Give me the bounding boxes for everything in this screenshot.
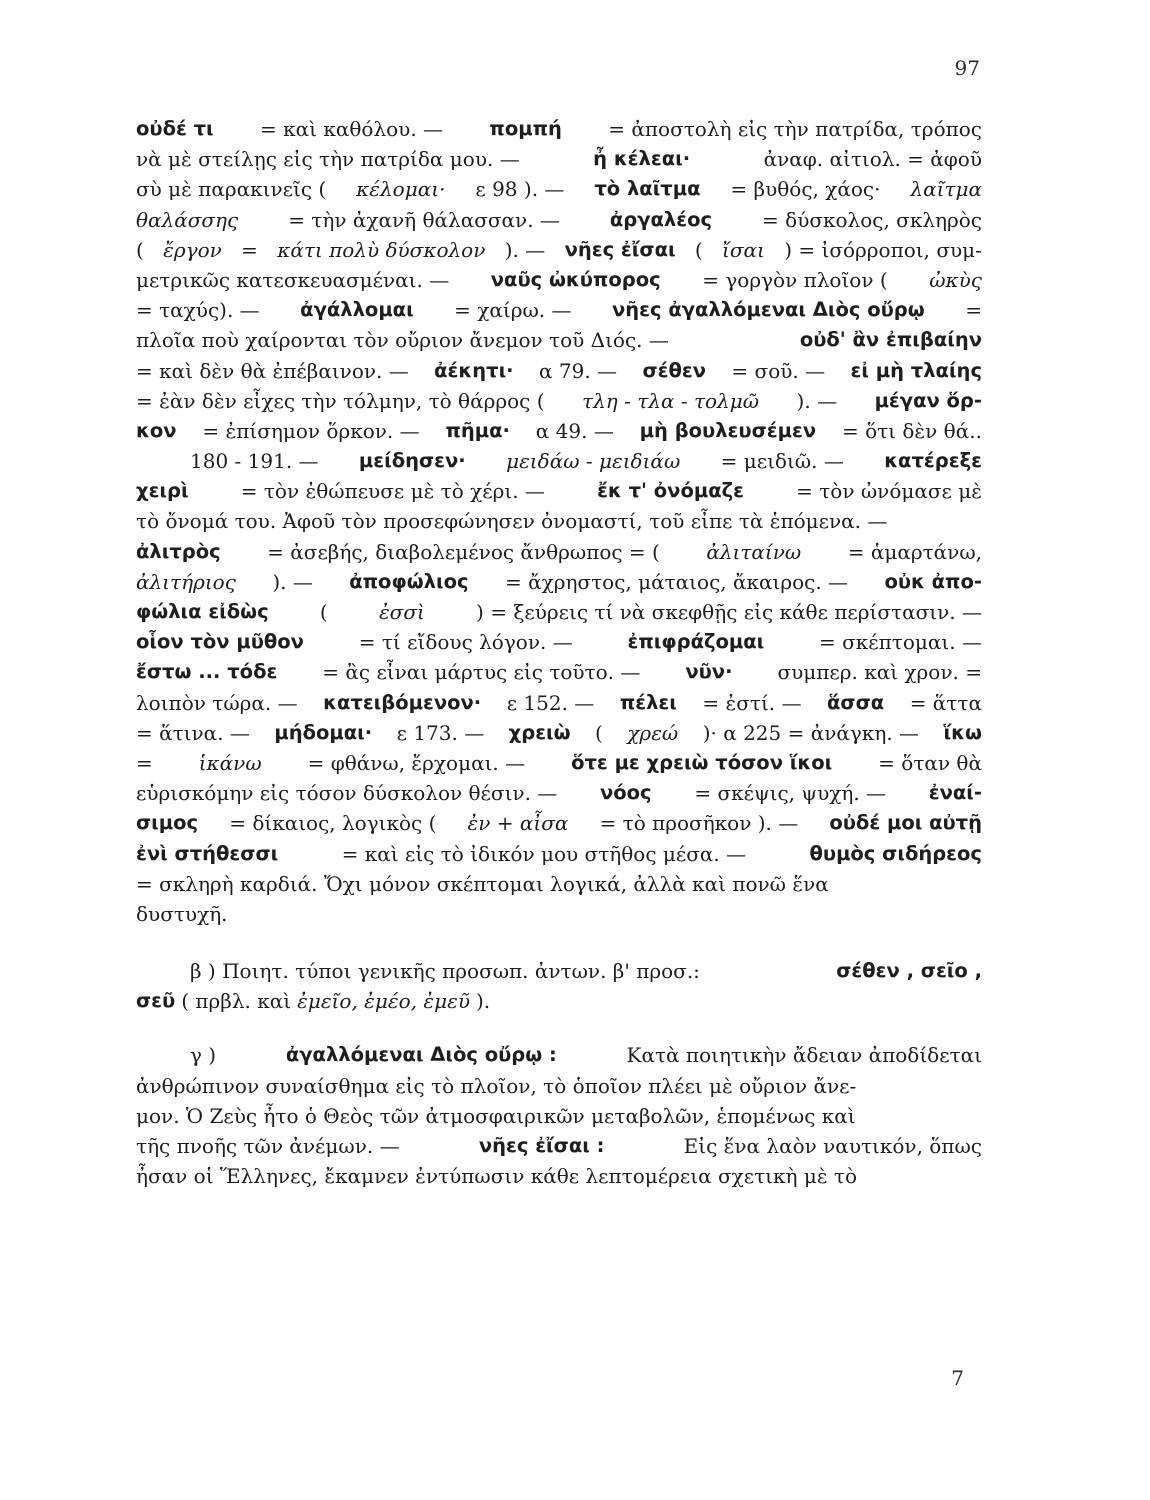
lemma-term: χρειὼ — [508, 720, 571, 744]
lemma-term: κατέρεξε — [884, 449, 982, 473]
text-line — [136, 808, 982, 838]
italic-gloss: ὠκὺς — [929, 267, 982, 292]
gloss-text: = χαίρω. — — [454, 298, 572, 323]
gloss-text: ἀνθρώπινον συναίσθημα εἰς τὸ πλοῖον, τὸ ὁποῖον πλέει μὲ οὔριον ἄνε- — [136, 1073, 857, 1098]
gloss-text: ( πρβλ. καὶ — [181, 989, 292, 1014]
gloss-text: ἦσαν οἱ Ἕλληνες, ἔκαμνεν ἐντύπωσιν κάθε λεπτομέρεια σχετικὴ μὲ τὸ — [136, 1164, 858, 1189]
gloss-text: = σοῦ. — — [731, 358, 826, 383]
gloss-text: = ἁμαρτάνω, — [847, 539, 982, 564]
lemma-term: πέλει — [619, 690, 677, 714]
gloss-text: = μειδιῶ. — — [720, 449, 844, 474]
text-line — [136, 205, 982, 235]
lemma-term: σιμος — [136, 811, 199, 835]
gloss-text: γ ) — [190, 1043, 217, 1068]
text-line — [136, 688, 982, 718]
text-line — [136, 567, 982, 597]
lemma-term: ὅτε με χρειὼ τόσον ἵκοι — [571, 750, 833, 774]
text-line — [136, 114, 982, 144]
gloss-text: = τὸν ἐθώπευσε μὲ τὸ χέρι. — — [240, 479, 545, 504]
gloss-text: = ἐπίσημον ὅρκον. — — [202, 418, 420, 443]
lemma-term: νόος — [599, 781, 652, 805]
italic-gloss: κέλομαι· — [356, 177, 446, 202]
gloss-text: ) = ἰσόρροποι, συμ- — [784, 237, 982, 262]
gloss-text: = καὶ εἰς τὸ ἰδικόν μου στῆθος μέσα. — — [341, 841, 747, 866]
gloss-text: = — [965, 298, 982, 323]
gloss-text: = ἐστί. — — [702, 690, 802, 715]
signature-mark: 7 — [951, 1366, 964, 1390]
text-line — [136, 476, 982, 506]
italic-gloss: ἀλιταίνω — [706, 539, 802, 564]
lemma-term: φώλια εἰδὼς — [136, 600, 269, 623]
gloss-text: = τὸν ὠνόμασε μὲ — [796, 479, 982, 504]
gloss-text: = ἐὰν δὲν εἶχες τὴν τόλμην, τὸ θάρρος ( — [136, 388, 545, 413]
text-line — [136, 899, 982, 929]
text-line — [136, 1161, 982, 1191]
text-line — [136, 597, 982, 627]
lemma-term: οὐδέ μοι αὐτῇ — [829, 811, 982, 835]
text-line — [136, 956, 982, 986]
gloss-text: ἀναφ. αἰτιολ. = ἀφοῦ — [763, 147, 982, 172]
lemma-term: ἔκ τ' ὀνόμαζε — [597, 479, 744, 503]
text-line — [136, 718, 982, 748]
lemma-term: κατειβόμενον· — [323, 690, 482, 714]
gloss-text: = σκέψις, ψυχή. — — [694, 781, 887, 806]
text-line — [136, 1040, 982, 1070]
gloss-text: ( — [319, 600, 328, 624]
gloss-text: = δίκαιος, λογικὸς ( — [229, 811, 437, 836]
gloss-text: = βυθός, χάος· — [730, 177, 881, 202]
gloss-text: ε 152. — — [506, 690, 595, 715]
gloss-text: = ἄχρηστος, μάταιος, ἄκαιρος. — — [504, 569, 849, 594]
italic-gloss: μειδάω - μειδιάω — [506, 449, 681, 474]
text-line — [136, 1101, 982, 1131]
lemma-term: κον — [136, 418, 177, 442]
text-line — [136, 174, 982, 204]
italic-gloss: τλη - τλα - τολμῶ — [582, 388, 760, 413]
page-number: 97 — [954, 56, 980, 80]
lemma-term: πῆμα· — [445, 418, 510, 442]
text-line — [136, 265, 982, 295]
gloss-text: τὸ ὄνομά του. Ἀφοῦ τὸν προσεφώνησεν ὀνομαστί, τοῦ εἶπε τὰ ἑπόμενα. — — [136, 509, 888, 534]
gloss-text: 180 - 191. — — [190, 449, 319, 474]
lemma-term: μήδομαι· — [274, 720, 373, 744]
gloss-text: = — [136, 750, 153, 775]
gloss-text: σὺ μὲ παρακινεῖς ( — [136, 177, 327, 202]
gloss-text: μετρικῶς κατεσκευασμέναι. — — [136, 267, 450, 292]
italic-gloss: θαλάσσης — [136, 207, 239, 232]
lemma-term: σέθεν , σεῖο , — [836, 959, 982, 983]
gloss-text: ). — — [272, 569, 313, 594]
gloss-text: ) = ξεύρεις τί νὰ σκεφθῇς εἰς κάθε περίστασιν. — — [476, 600, 982, 624]
gloss-text: = — [241, 237, 258, 262]
text-line — [136, 1071, 982, 1101]
lemma-term: χειρὶ — [136, 479, 189, 503]
lemma-term: ἀργαλέος — [609, 207, 713, 231]
gloss-text: = ἅττα — [909, 690, 982, 715]
lemma-term: ἵκω — [943, 720, 982, 744]
lemma-term: ἦ κέλεαι· — [593, 147, 691, 171]
gloss-text: = ἂς εἶναι μάρτυς εἰς τοῦτο. — — [322, 660, 641, 685]
gloss-text: = ἅτινα. — — [136, 720, 250, 745]
lemma-term: οὐδέ τι — [136, 117, 214, 140]
gloss-text: λοιπὸν τώρα. — — [136, 690, 298, 715]
gloss-text: ). — — [504, 237, 546, 262]
lemma-term: τὸ λαῖτμα — [594, 177, 701, 201]
italic-gloss: ἀλιτήριος — [136, 569, 236, 594]
gloss-text: α 79. — — [539, 358, 618, 383]
text-line — [136, 295, 982, 325]
lemma-term: νῆες ἐἴσαι — [564, 237, 676, 261]
italic-gloss: ἐν + αἶσα — [467, 811, 569, 836]
lemma-term: νῦν· — [685, 660, 733, 684]
gloss-text: πλοῖα ποὺ χαίρονται τὸν οὔριον ἄνεμον τοῦ Διός. — — [136, 328, 669, 353]
lemma-term: ἅσσα — [827, 690, 885, 714]
italic-gloss: ἱκάνω — [198, 750, 262, 775]
gloss-text: = σκληρὴ καρδιά. Ὄχι μόνον σκέπτομαι λογικά, ἀλλὰ καὶ πονῶ ἕνα — [136, 871, 829, 896]
lemma-term: ἐπιφράζομαι — [627, 630, 765, 654]
lemma-term: ἀγάλλομαι — [300, 298, 414, 322]
lemma-term: ἐνὶ στήθεσσι — [136, 841, 279, 865]
lemma-term: μέγαν ὅρ- — [874, 388, 982, 412]
lemma-term: ἀγαλλόμεναι Διὸς οὔρῳ : — [285, 1043, 557, 1067]
gloss-text: = ὅταν θὰ — [878, 750, 982, 775]
gloss-text: = ἀποστολὴ εἰς τὴν πατρίδα, τρόπος — [608, 117, 982, 141]
italic-gloss: λαῖτμα — [910, 177, 982, 202]
commentary-text — [136, 114, 982, 1191]
lemma-term: πομπή — [489, 117, 562, 140]
lemma-term: οὐδ' ἂν ἐπιβαίην — [799, 328, 982, 352]
gloss-text: δυστυχῆ. — [136, 901, 228, 926]
text-line — [136, 748, 982, 778]
italic-gloss: ἔργον — [163, 237, 222, 262]
gloss-text: α 49. — — [535, 418, 614, 443]
italic-gloss: ἴσαι — [722, 237, 765, 262]
gloss-text: Κατὰ ποιητικὴν ἄδειαν ἀποδίδεται — [626, 1043, 982, 1068]
gloss-text: = τί εἴδους λόγον. — — [358, 630, 573, 655]
lemma-term: οὐκ ἀπο- — [884, 569, 982, 593]
gloss-text: συμπερ. καὶ χρον. = — [777, 660, 982, 685]
lemma-term: ἀποφώλιος — [349, 569, 469, 593]
text-line — [136, 356, 982, 386]
text-line — [136, 235, 982, 265]
italic-gloss: ἐσσὶ — [378, 600, 425, 624]
gloss-text: = σκέπτομαι. — — [819, 630, 982, 655]
gloss-text: = γοργὸν πλοῖον ( — [702, 267, 888, 292]
text-line — [136, 386, 982, 416]
lemma-term: νῆες ἀγαλλόμεναι Διὸς οὔρῳ — [612, 298, 925, 322]
gloss-text: = καὶ δὲν θὰ ἐπέβαινον. — — [136, 358, 409, 383]
gloss-text: ( — [694, 237, 703, 262]
text-line — [136, 869, 982, 899]
lemma-term: ἔστω ... τόδε — [136, 660, 278, 684]
gloss-text: = ἀσεβής, διαβολεμένος ἄνθρωπος = ( — [267, 539, 660, 564]
gloss-text: μον. Ὁ Ζεὺς ἦτο ὁ Θεὸς τῶν ἀτμοσφαιρικῶν μεταβολῶν, ἑπομένως καὶ — [136, 1103, 856, 1128]
text-line — [136, 325, 982, 355]
lemma-term: μείδησεν· — [358, 449, 466, 473]
gloss-text: τῆς πνοῆς τῶν ἀνέμων. — — [136, 1134, 400, 1158]
gloss-text: = τὸ προσῆκον ). — — [599, 811, 799, 836]
lemma-term: σέθεν — [642, 358, 707, 382]
gloss-text: ). — [476, 989, 491, 1014]
gloss-text: ( — [595, 720, 603, 745]
text-line — [136, 839, 982, 869]
text-line — [136, 627, 982, 657]
lemma-term: νῆες ἐἴσαι : — [478, 1134, 605, 1157]
lemma-term: ἀλιτρὸς — [136, 539, 221, 563]
text-line — [136, 1131, 982, 1161]
lemma-term: σεῦ — [136, 989, 176, 1013]
gloss-text: ( — [136, 237, 144, 262]
text-line — [136, 506, 982, 536]
gloss-text: = καὶ καθόλου. — — [260, 117, 444, 141]
italic-gloss: ἐμεῖο, ἐμέο, ἐμεῦ — [297, 989, 470, 1014]
gloss-text: = φθάνω, ἔρχομαι. — — [307, 750, 526, 775]
gloss-text: β ) Ποιητ. τύποι γενικῆς προσωπ. ἀντων. β' προσ.: — [190, 959, 700, 984]
italic-gloss: χρεώ — [627, 720, 679, 745]
gloss-text: = δύσκολος, σκληρὸς — [762, 207, 982, 232]
text-line — [136, 537, 982, 567]
lemma-term: ἐναί- — [928, 781, 982, 805]
gloss-text: )· α 225 = ἀνάγκη. — — [702, 720, 920, 745]
gloss-text: ε 98 ). — — [475, 177, 565, 202]
text-line — [136, 778, 982, 808]
gloss-text: Εἰς ἕνα λαὸν ναυτικόν, ὅπως — [683, 1134, 982, 1158]
lemma-term: ἀέκητι· — [434, 358, 514, 382]
gloss-text: ε 173. — — [396, 720, 485, 745]
gloss-text: = ὅτι δὲν θά.. — [841, 418, 982, 443]
lemma-term: οἷον τὸν μῦθον — [136, 630, 304, 654]
gloss-text: = τὴν ἀχανῆ θάλασσαν. — — [288, 207, 560, 232]
gloss-text: ). — — [796, 388, 838, 413]
lemma-term: θυμὸς σιδήρεος — [809, 841, 982, 865]
text-line — [136, 657, 982, 687]
lemma-term: εἰ μὴ τλαίης — [850, 358, 982, 382]
italic-gloss: κάτι πολὺ δύσκολον — [277, 237, 486, 262]
text-line — [136, 446, 982, 476]
lemma-term: μὴ βουλευσέμεν — [639, 418, 817, 442]
text-line — [136, 144, 982, 174]
gloss-text: εὑρισκόμην εἰς τόσον δύσκολον θέσιν. — — [136, 781, 558, 806]
gloss-text: = ταχύς). — — [136, 298, 260, 323]
lemma-term: ναῦς ὠκύπορος — [490, 267, 661, 291]
text-line — [136, 986, 982, 1016]
text-line — [136, 416, 982, 446]
gloss-text: νὰ μὲ στείλῃς εἰς τὴν πατρίδα μου. — — [136, 147, 520, 172]
